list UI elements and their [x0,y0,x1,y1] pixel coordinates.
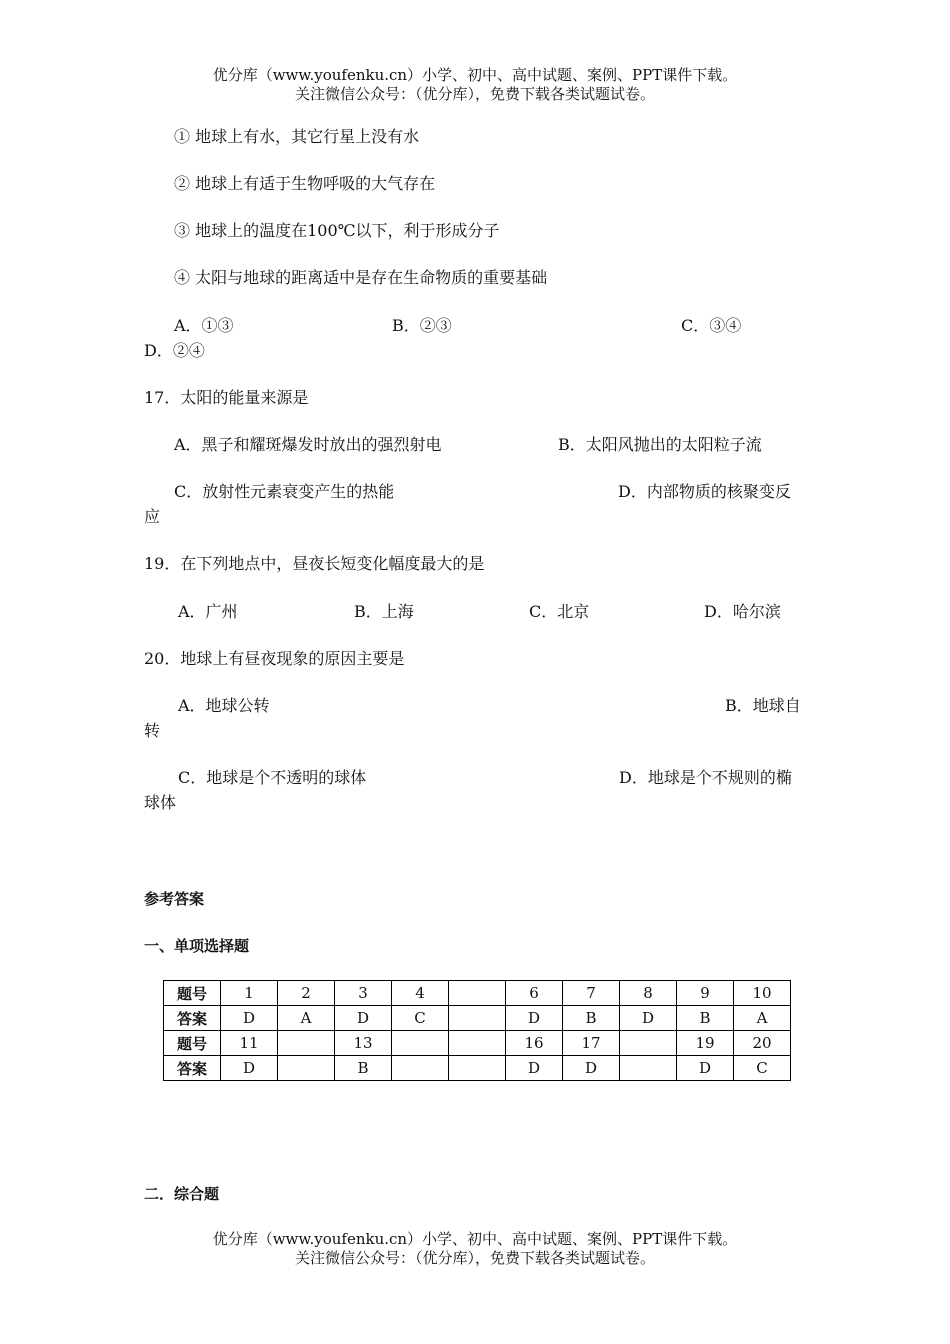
table-cell: D [506,1056,563,1081]
table-cell: D [563,1056,620,1081]
table-cell: 8 [620,981,677,1006]
q20-option-b: B．地球自 [725,696,801,715]
label-cell: 题号 [164,981,221,1006]
table-cell [392,1056,449,1081]
table-cell: D [335,1006,392,1031]
table-cell: 10 [734,981,791,1006]
table-row [164,981,791,1006]
table-row [164,1056,791,1081]
q16-statement-3: ③ 地球上的温度在100℃以下，利于形成分子 [174,221,500,240]
q19-option-c: C．北京 [529,602,590,621]
table-cell: 20 [734,1031,791,1056]
table-cell: D [506,1006,563,1031]
q16-statement-4: ④ 太阳与地球的距离适中是存在生命物质的重要基础 [174,268,548,287]
table-cell: 11 [221,1031,278,1056]
q20-stem: 20．地球上有昼夜现象的原因主要是 [144,649,405,668]
label-cell: 答案 [164,1056,221,1081]
table-cell [392,1031,449,1056]
table-cell: D [221,1056,278,1081]
label-cell: 题号 [164,1031,221,1056]
q16-statement-1: ① 地球上有水，其它行星上没有水 [174,127,420,146]
table-cell [449,981,506,1006]
table-cell: C [392,1006,449,1031]
q20-option-b-wrap: 转 [144,721,161,740]
q20-option-c: C．地球是个不透明的球体 [178,768,367,787]
q19-option-d: D．哈尔滨 [704,602,781,621]
table-cell: 7 [563,981,620,1006]
table-cell: D [620,1006,677,1031]
header-line-2: 关注微信公众号：（优分库），免费下载各类试题试卷。 [294,85,655,103]
table-cell: B [677,1006,734,1031]
q16-statement-2: ② 地球上有适于生物呼吸的大气存在 [174,174,436,193]
table-cell: 17 [563,1031,620,1056]
answer-table [163,980,791,1081]
table-cell [449,1006,506,1031]
footer-line-2: 关注微信公众号：（优分库），免费下载各类试题试卷。 [294,1249,655,1267]
table-cell: 6 [506,981,563,1006]
table-cell: 9 [677,981,734,1006]
q17-option-b: B．太阳风抛出的太阳粒子流 [558,435,762,454]
table-cell [620,1031,677,1056]
q20-option-d: D．地球是个不规则的椭 [619,768,792,787]
table-cell [278,1031,335,1056]
q20-option-a: A．地球公转 [178,696,270,715]
footer-line-1: 优分库（www.youfenku.cn）小学、初中、高中试题、案例、PPT课件下载。 [212,1230,738,1248]
q17-option-c: C．放射性元素衰变产生的热能 [174,482,395,501]
q16-option-a: A．①③ [174,316,234,335]
table-cell: 2 [278,981,335,1006]
table-cell: D [221,1006,278,1031]
table-cell: A [734,1006,791,1031]
table-cell: A [278,1006,335,1031]
table-row [164,1006,791,1031]
section-1-title: 一、单项选择题 [144,937,250,955]
table-cell: 19 [677,1031,734,1056]
q20-option-d-wrap: 球体 [144,793,177,812]
answers-title: 参考答案 [144,890,205,908]
table-cell [449,1031,506,1056]
q16-option-d: D．②④ [144,341,205,360]
table-row [164,1031,791,1056]
table-cell: C [734,1056,791,1081]
table-cell: D [677,1056,734,1081]
table-cell: 3 [335,981,392,1006]
table-cell: 1 [221,981,278,1006]
q16-option-c: C．③④ [681,316,742,335]
table-cell: 13 [335,1031,392,1056]
table-cell: B [335,1056,392,1081]
q17-option-d: D．内部物质的核聚变反 [618,482,791,501]
table-cell: 16 [506,1031,563,1056]
q19-stem: 19．在下列地点中，昼夜长短变化幅度最大的是 [144,554,485,573]
table-cell [278,1056,335,1081]
section-2-title: 二．综合题 [144,1185,220,1203]
q17-option-d-wrap: 应 [144,507,161,526]
header-line-1: 优分库（www.youfenku.cn）小学、初中、高中试题、案例、PPT课件下载。 [212,66,738,84]
table-cell [449,1056,506,1081]
q17-stem: 17．太阳的能量来源是 [144,388,309,407]
q19-option-a: A．广州 [178,602,238,621]
q17-option-a: A．黑子和耀斑爆发时放出的强烈射电 [174,435,442,454]
table-cell [620,1056,677,1081]
label-cell: 答案 [164,1006,221,1031]
q19-option-b: B．上海 [354,602,414,621]
q16-option-b: B．②③ [392,316,452,335]
table-cell: 4 [392,981,449,1006]
table-cell: B [563,1006,620,1031]
